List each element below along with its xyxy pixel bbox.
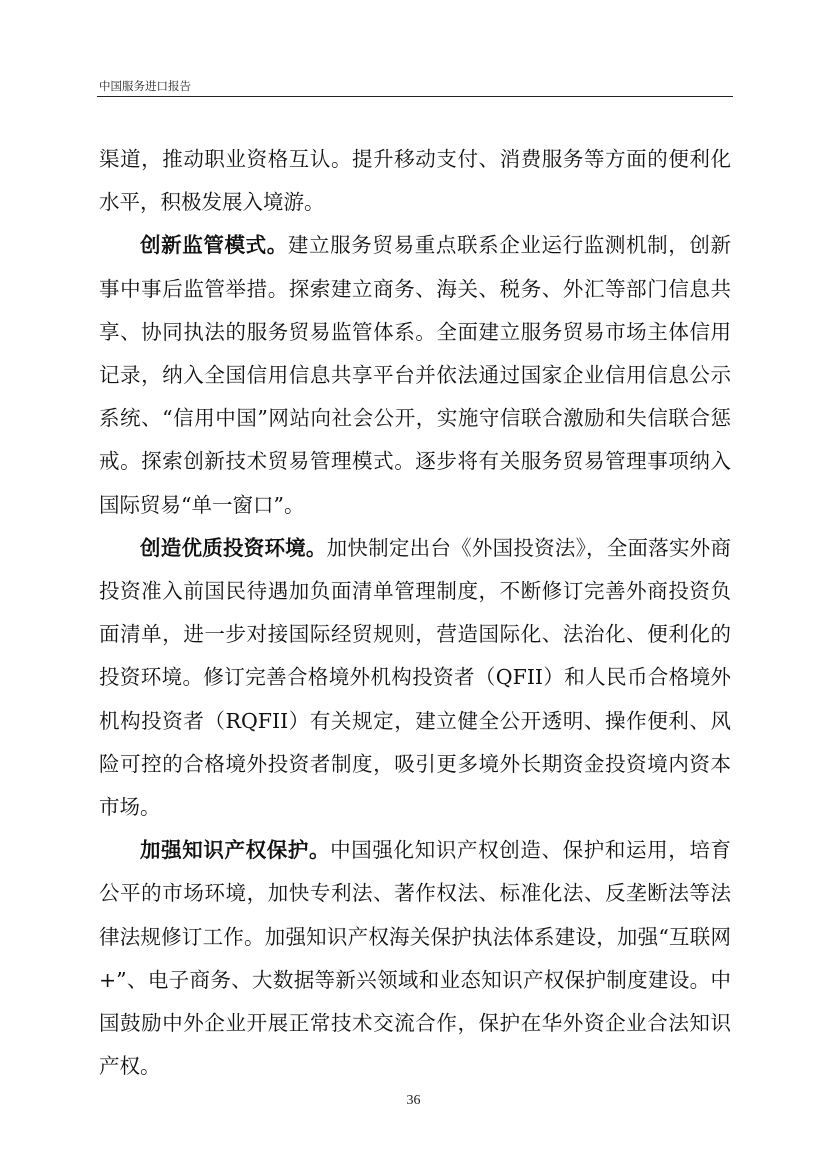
paragraph-supervision-mode [99,224,731,526]
paragraph-text: 中国强化知识产权创造、保护和运用，培育公平的市场环境，加快专利法、著作权法、标准化法、反垄断法等法律法规修订工作。加强知识产权海关保护执法体系建设，加强“互联网+”、电子商务、大数据等新兴领域和业态知识产权保护制度建设。中国鼓励中外企业开展正常技术交流合作，保护在华外资企业合法知识产权。 [99,838,732,1079]
paragraph-ip-protection [99,829,731,1088]
report-body [99,138,731,1088]
header-rule [97,96,733,97]
page-number: 36 [406,1093,421,1108]
paragraph-lead: 创造优质投资环境。 [140,535,327,560]
paragraph-lead: 创新监管模式。 [140,233,288,258]
paragraph-text: 渠道，推动职业资格互认。提升移动支付、消费服务等方面的便利化水平，积极发展入境游。 [99,147,731,215]
paragraph-lead: 加强知识产权保护。 [140,838,331,863]
paragraph-text: 建立服务贸易重点联系企业运行监测机制，创新事中事后监管举措。探索建立商务、海关、税务、外汇等部门信息共享、协同执法的服务贸易监管体系。全面建立服务贸易市场主体信用记录，纳入全国信用信息共享平台并依法通过国家企业信用信息公示系统、“信用中国”网站向社会公开，实施守信联合激励和失信联合惩戒。探索创新技术贸易管理模式。逐步将有关服务贸易管理事项纳入国际贸易“单一窗口”。 [99,233,732,517]
paragraph-continuation [99,138,731,224]
paragraph-investment-environment [99,527,731,829]
paragraph-text: 加快制定出台《外国投资法》，全面落实外商投资准入前国民待遇加负面清单管理制度，不断修订完善外商投资负面清单，进一步对接国际经贸规则，营造国际化、法治化、便利化的投资环境。修订完善合格境外机构投资者（QFII）和人民币合格境外机构投资者（RQFII）有关规定，建立健全公开透明、操作便利、风险可控的合格境外投资者制度，吸引更多境外长期资金投资境内资本市场。 [99,535,732,820]
running-header: 中国服务进口报告 [99,79,191,93]
